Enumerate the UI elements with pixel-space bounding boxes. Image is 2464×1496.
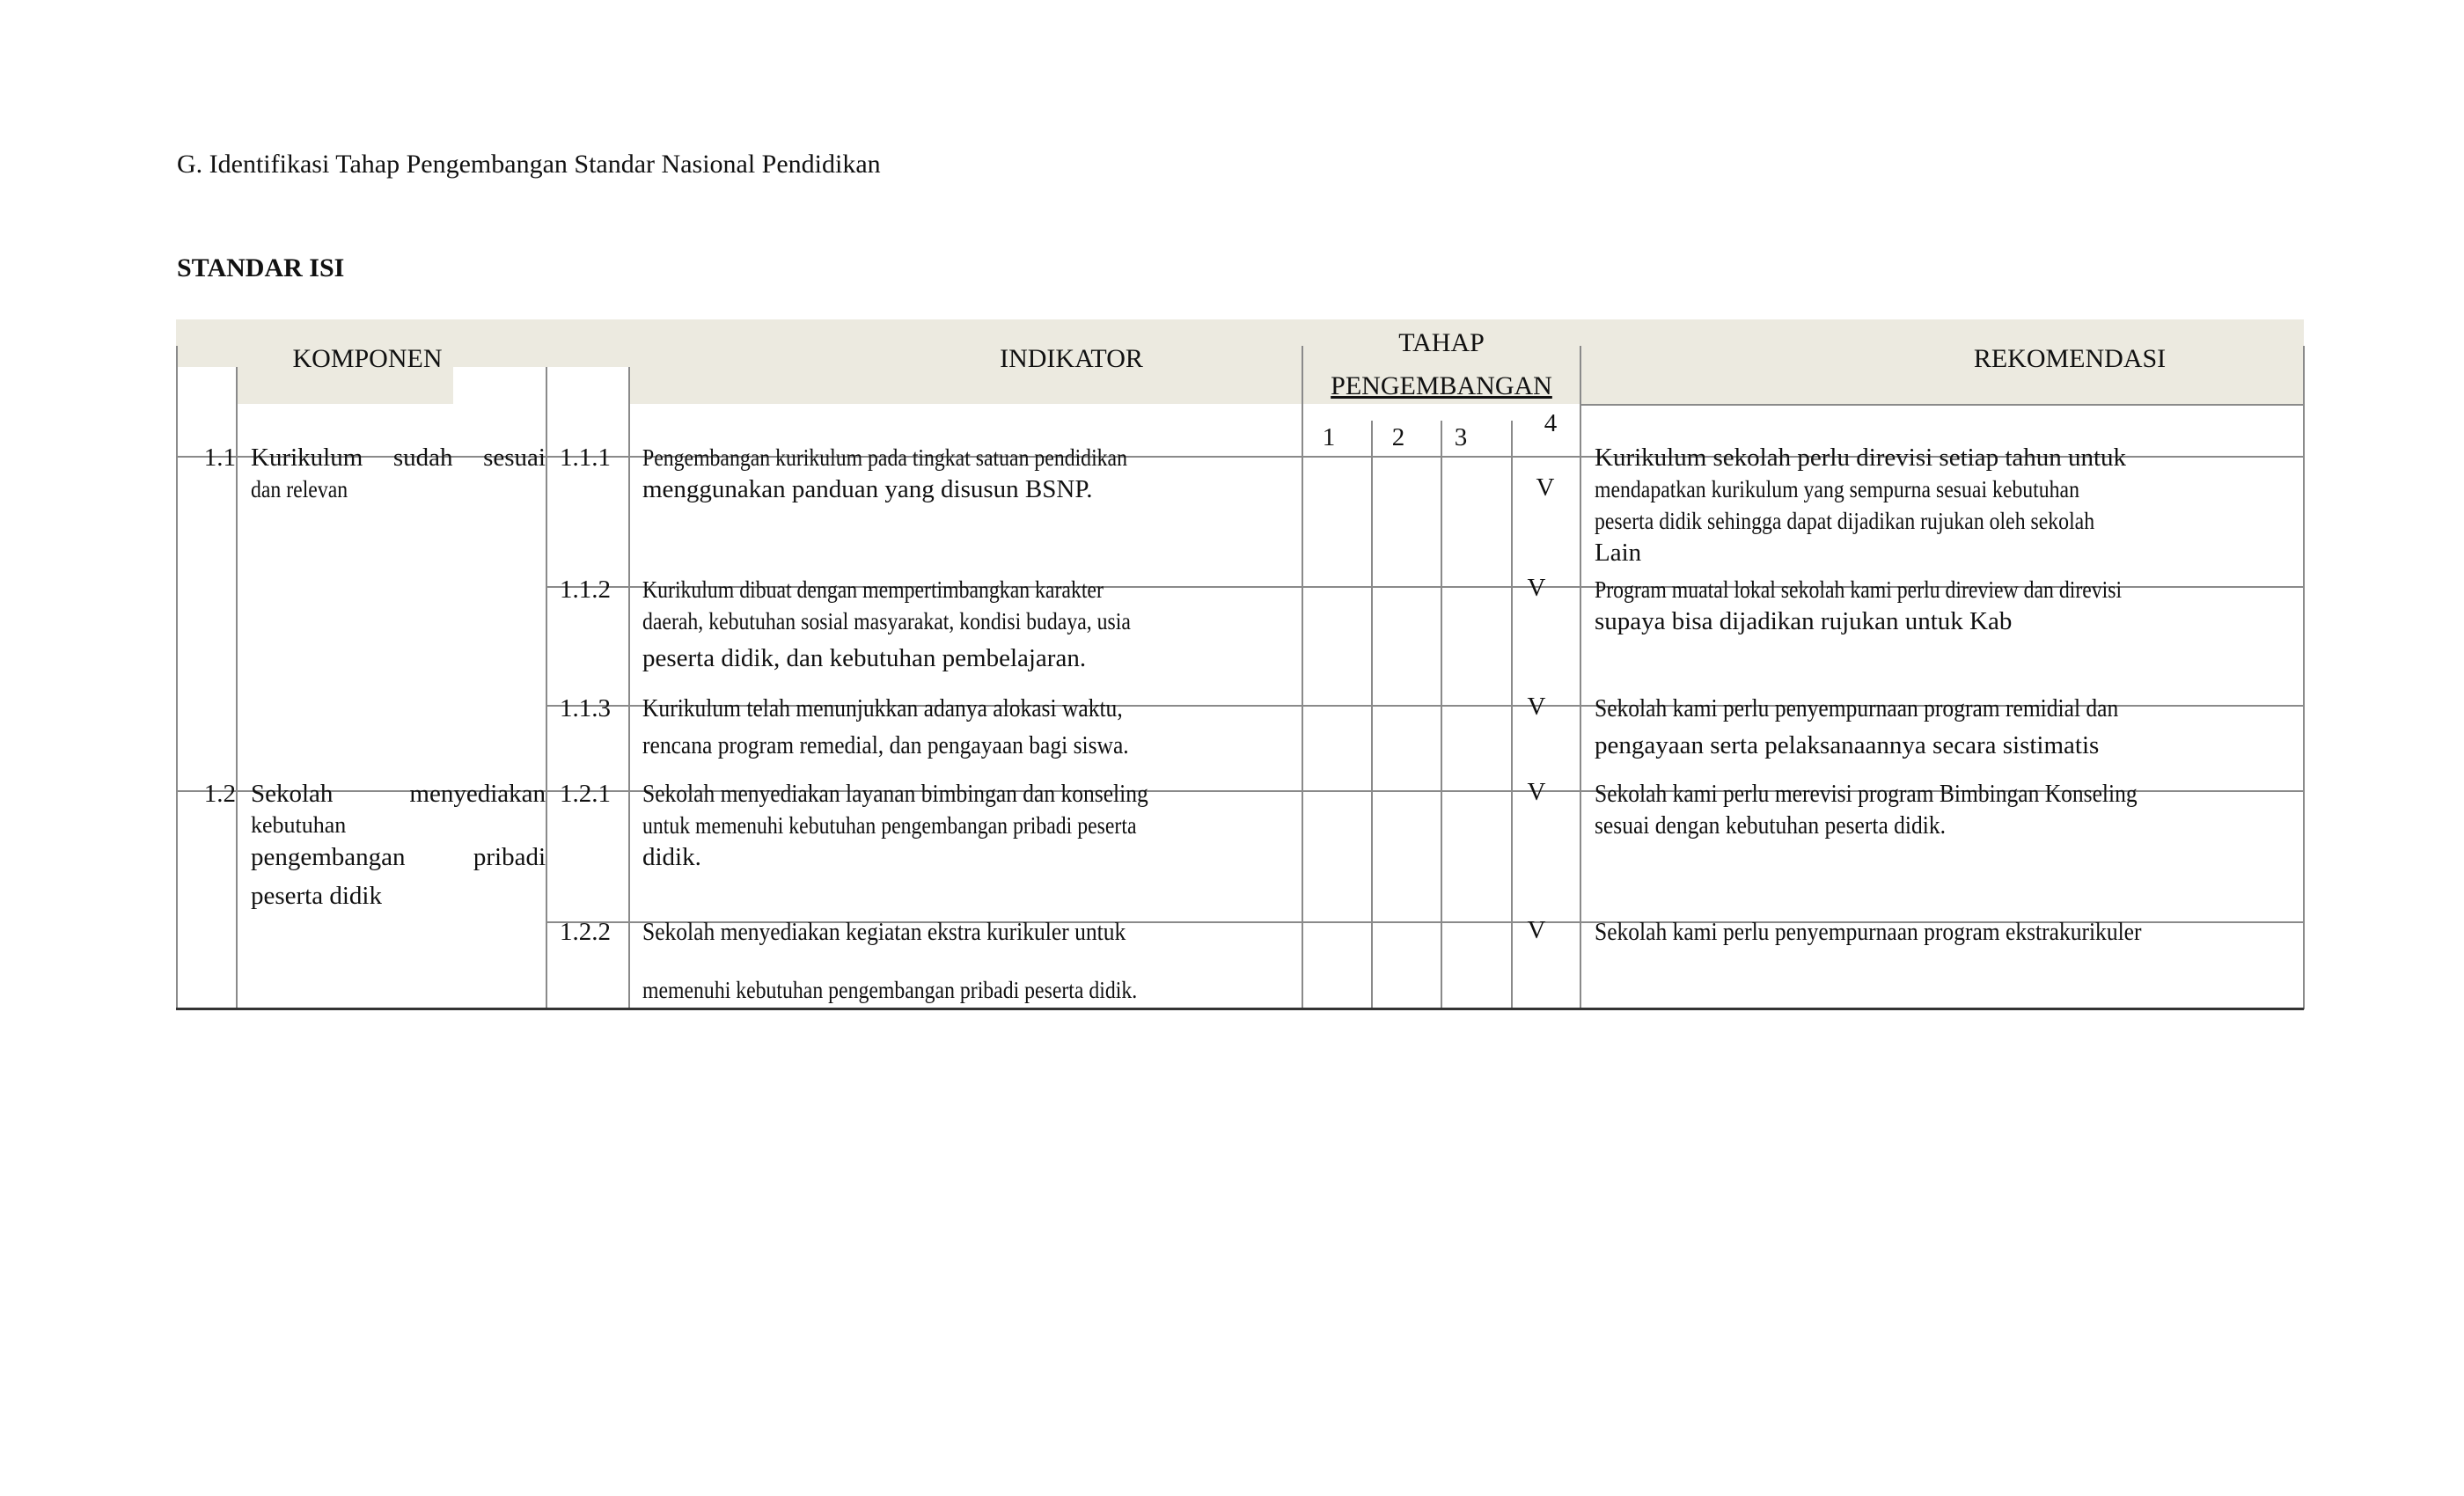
indicator-1-1-1-line-2: menggunakan panduan yang disusun BSNP.: [642, 475, 1093, 503]
indicator-1-2-1-line-1: Sekolah menyediakan layanan bimbingan dan konseling: [642, 780, 1148, 808]
recommendation-1-2-1: [1595, 778, 2290, 841]
mark-1-2-1: V: [1527, 778, 1546, 806]
level-2-label: 2: [1391, 423, 1405, 451]
recommendation-1-1-2: [1595, 574, 2290, 637]
indicator-1-1-1: [642, 442, 1294, 505]
mark-1-1-2: V: [1527, 574, 1546, 602]
table-border-bottom: [176, 1008, 2304, 1010]
table-border-right: [2303, 346, 2305, 1009]
recommendation-1-1-2-line-1: Program muatal lokal sekolah kami perlu direview dan direvisi: [1595, 576, 2123, 603]
component-1-2-text: [251, 778, 546, 912]
indicator-code-1-1-3: 1.1.3: [560, 694, 611, 722]
standard-title: STANDAR ISI: [177, 253, 345, 282]
col-divider-indikator: [1302, 346, 1303, 1009]
row-line-header-sub: [1580, 404, 2304, 406]
recommendation-1-1-1-line-4: Lain: [1595, 539, 1642, 567]
indicator-code-1-1-2: 1.1.2: [560, 576, 611, 604]
header-indikator: INDIKATOR: [1000, 344, 1143, 373]
component-1-2-line-1: Sekolah menyediakan: [251, 780, 546, 808]
section-heading: G. Identifikasi Tahap Pengembangan Standar Nasional Pendidikan: [177, 150, 881, 179]
indicator-1-1-3: [642, 693, 1294, 761]
indicator-1-2-2-line-2: memenuhi kebutuhan pengembangan pribadi peserta didik.: [642, 977, 1138, 1003]
header-tahap-line2: PENGEMBANGAN: [1331, 371, 1552, 400]
indicator-1-2-2-line-1: Sekolah menyediakan kegiatan ekstra kurikuler untuk: [642, 918, 1126, 946]
component-number-1-1: 1.1: [203, 444, 236, 472]
component-1-1-line-1: Kurikulum sudah sesuai: [251, 444, 546, 472]
recommendation-1-1-1-line-3: peserta didik sehingga dapat dijadikan rujukan oleh sekolah: [1595, 508, 2095, 534]
recommendation-1-2-2: [1595, 916, 2290, 948]
indicator-1-2-1: [642, 778, 1294, 873]
mark-1-1-3: V: [1527, 693, 1546, 721]
col-divider-indikator-code: [628, 367, 630, 1009]
header-rekomendasi: REKOMENDASI: [1973, 344, 2167, 373]
mark-1-2-2: V: [1527, 916, 1546, 944]
component-1-2-line-3: pengembangan pribadi: [251, 843, 546, 871]
indicator-code-1-2-2: 1.2.2: [560, 918, 611, 946]
indicator-code-1-2-1: 1.2.1: [560, 780, 611, 808]
recommendation-1-2-2-line-1: Sekolah kami perlu penyempurnaan program ekstrakurikuler: [1595, 918, 2142, 946]
recommendation-1-1-1-line-2: mendapatkan kurikulum yang sempurna sesuai kebutuhan: [1595, 476, 2079, 502]
table-border-left: [176, 346, 178, 1009]
recommendation-1-1-3-line-1: Sekolah kami perlu penyempurnaan program remidial dan: [1595, 694, 2119, 722]
indicator-1-2-1-line-2: untuk memenuhi kebutuhan pengembangan pribadi peserta: [642, 812, 1137, 839]
level-1-label: 1: [1322, 423, 1336, 451]
recommendation-1-2-1-line-2: sesuai dengan kebutuhan peserta didik.: [1595, 811, 1946, 840]
recommendation-1-1-2-line-2: supaya bisa dijadikan rujukan untuk Kab: [1595, 607, 2013, 635]
component-1-2-line-2: kebutuhan: [251, 812, 347, 838]
mark-1-1-1: V: [1536, 473, 1555, 502]
recommendation-1-1-3-line-2: pengayaan serta pelaksanaannya secara sistimatis: [1595, 731, 2100, 759]
component-number-1-2: 1.2: [203, 780, 236, 808]
indicator-1-2-1-line-3: didik.: [642, 843, 701, 871]
component-1-1-text: [251, 442, 546, 505]
header-komponen: KOMPONEN: [292, 344, 443, 373]
indicator-1-1-2-line-1: Kurikulum dibuat dengan mempertimbangkan karakter: [642, 576, 1104, 603]
recommendation-1-1-1: [1595, 442, 2290, 568]
recommendation-1-1-1-line-1: Kurikulum sekolah perlu direvisi setiap tahun untuk: [1595, 444, 2127, 472]
indicator-1-1-2-line-2: daerah, kebutuhan sosial masyarakat, kondisi budaya, usia: [642, 608, 1131, 634]
indicator-1-1-2-line-3: peserta didik, dan kebutuhan pembelajaran.: [642, 644, 1087, 672]
col-divider-tahap: [1580, 346, 1581, 1009]
indicator-code-1-1-1: 1.1.1: [560, 444, 611, 472]
indicator-1-1-1-line-1: Pengembangan kurikulum pada tingkat satuan pendidikan: [642, 444, 1127, 471]
indicator-1-1-2: [642, 574, 1294, 674]
component-1-2-line-4: peserta didik: [251, 882, 382, 910]
col-divider-komponen-number: [236, 367, 238, 1009]
recommendation-1-1-3: [1595, 693, 2290, 761]
component-1-1-line-2: dan relevan: [251, 476, 348, 502]
level-3-label: 3: [1454, 423, 1468, 451]
header-tahap-line1: TAHAP: [1398, 328, 1485, 357]
col-divider-komponen: [546, 367, 547, 1009]
level-4-label: 4: [1544, 409, 1558, 437]
indicator-1-1-3-line-1: Kurikulum telah menunjukkan adanya alokasi waktu,: [642, 694, 1123, 722]
recommendation-1-2-1-line-1: Sekolah kami perlu merevisi program Bimbingan Konseling: [1595, 780, 2138, 808]
indicator-1-2-2: [642, 916, 1294, 1006]
indicator-1-1-3-line-2: rencana program remedial, dan pengayaan bagi siswa.: [642, 731, 1129, 759]
